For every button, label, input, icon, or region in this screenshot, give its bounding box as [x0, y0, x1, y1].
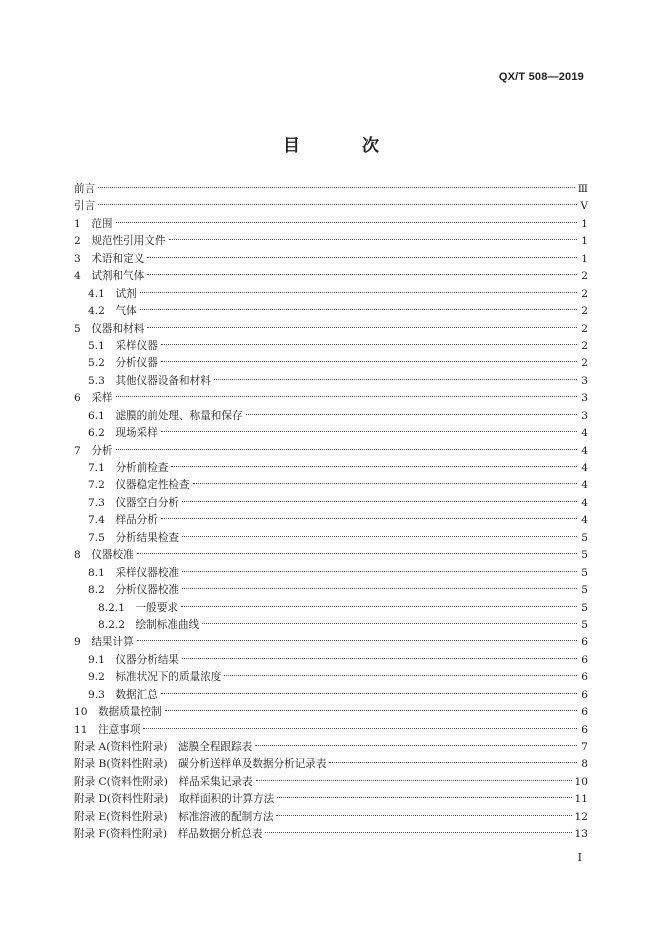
toc-entry-page: 13: [574, 828, 588, 841]
toc-entry-page: 2: [581, 270, 588, 283]
toc-entry-label: 9.1 仪器分析结果: [88, 653, 180, 666]
toc-entry-label: 前言: [74, 183, 96, 195]
standard-code: QX/T 508—2019: [498, 71, 584, 83]
toc-dot-leader: [137, 640, 577, 641]
toc-entry-page: 12: [574, 810, 588, 823]
toc-entry-label: 附录 D(资料性附录) 取样面积的计算方法: [74, 793, 275, 806]
toc-entry[interactable]: [74, 198, 588, 215]
toc-dot-leader: [182, 588, 577, 589]
toc-entry-page: 4: [581, 496, 588, 509]
toc-entry-label: 6 采样: [74, 392, 113, 405]
toc-entry-label: 9.2 标准状况下的质量浓度: [88, 671, 222, 684]
toc-entry-label: 7.1 分析前检查: [88, 462, 169, 474]
toc-entry[interactable]: [74, 756, 588, 773]
page-title: 目 次: [283, 136, 407, 156]
toc-dot-leader: [265, 832, 571, 833]
toc-entry-page: 6: [581, 653, 588, 666]
toc-entry[interactable]: [74, 582, 588, 599]
toc-entry-page: 10: [574, 775, 588, 788]
toc-entry-label: 8.2.1 一般要求: [98, 601, 178, 614]
toc-entry-page: 6: [581, 636, 588, 649]
toc-entry[interactable]: [74, 739, 588, 756]
toc-entry[interactable]: [74, 425, 588, 442]
toc-entry[interactable]: [74, 547, 588, 564]
toc-dot-leader: [161, 693, 577, 694]
toc-dot-leader: [147, 327, 577, 328]
toc-dot-leader: [165, 710, 577, 711]
toc-dot-leader: [143, 728, 577, 729]
toc-entry-label: 3 术语和定义: [74, 252, 145, 265]
toc-dot-leader: [182, 658, 577, 659]
toc-entry-page: Ⅴ: [580, 200, 588, 213]
toc-entry-page: 4: [581, 462, 588, 474]
toc-entry-label: 8 仪器校准: [74, 549, 134, 562]
toc-entry-label: 6.1 滤膜的前处理、称量和保存: [88, 409, 243, 422]
toc-entry[interactable]: [74, 268, 588, 285]
toc-dot-leader: [137, 553, 577, 554]
toc-entry-label: 附录 B(资料性附录) 碳分析送样单及数据分析记录表: [74, 758, 327, 771]
toc-entry-label: 9.3 数据汇总: [88, 688, 158, 701]
toc-dot-leader: [255, 745, 577, 746]
toc-entry-page: 6: [581, 671, 588, 684]
toc-dot-leader: [98, 204, 577, 205]
toc-entry-label: 引言: [74, 200, 96, 213]
toc-entry-page: 1: [581, 235, 588, 248]
toc-entry[interactable]: [74, 687, 588, 704]
toc-entry-label: 4 试剂和气体: [74, 270, 145, 283]
toc-dot-leader: [214, 379, 577, 380]
toc-dot-leader: [329, 762, 577, 763]
toc-entry-page: 2: [581, 357, 588, 370]
toc-dot-leader: [181, 606, 577, 607]
toc-entry-label: 7.5 分析结果检查: [88, 531, 180, 544]
toc-entry[interactable]: [74, 373, 588, 390]
toc-entry-page: 8: [581, 758, 588, 771]
table-of-contents: [74, 181, 588, 844]
toc-entry[interactable]: [74, 216, 588, 233]
toc-entry[interactable]: [74, 774, 588, 791]
toc-entry-page: 5: [581, 566, 588, 579]
toc-entry-page: 3: [581, 409, 588, 422]
toc-dot-leader: [140, 309, 577, 310]
toc-entry-page: 6: [581, 723, 588, 736]
toc-entry-label: 5.1 采样仪器: [88, 339, 158, 352]
toc-entry-page: 6: [581, 706, 588, 719]
toc-entry-label: 9 结果计算: [74, 636, 134, 649]
toc-entry-label: 10 数据质量控制: [74, 706, 162, 719]
toc-entry-label: 4.1 试剂: [88, 287, 137, 300]
toc-entry[interactable]: [74, 408, 588, 425]
toc-dot-leader: [161, 344, 577, 345]
toc-entry-page: 11: [574, 793, 588, 806]
toc-dot-leader: [116, 449, 577, 450]
toc-dot-leader: [161, 361, 577, 362]
toc-entry-page: 4: [581, 427, 588, 440]
toc-entry-page: 2: [581, 287, 588, 300]
toc-entry[interactable]: [74, 826, 588, 843]
toc-entry[interactable]: [74, 477, 588, 494]
toc-dot-leader: [256, 780, 572, 781]
toc-dot-leader: [116, 396, 577, 397]
toc-entry[interactable]: [74, 460, 588, 477]
toc-dot-leader: [193, 483, 577, 484]
toc-entry[interactable]: [74, 303, 588, 320]
toc-entry[interactable]: [74, 355, 588, 372]
toc-entry-label: 11 注意事项: [74, 723, 141, 736]
toc-entry-label: 7.2 仪器稳定性检查: [88, 479, 190, 492]
toc-entry-page: 3: [581, 374, 588, 387]
toc-entry-page: 1: [581, 217, 588, 230]
toc-entry-page: 2: [581, 339, 588, 352]
toc-entry-page: 2: [581, 322, 588, 335]
toc-entry[interactable]: [74, 512, 588, 529]
toc-entry[interactable]: [74, 634, 588, 651]
toc-dot-leader: [171, 466, 577, 467]
toc-entry-page: 4: [581, 479, 588, 492]
toc-entry-page: 5: [581, 618, 588, 631]
toc-entry-label: 5 仪器和材料: [74, 322, 145, 335]
toc-entry[interactable]: [74, 495, 588, 512]
toc-dot-leader: [202, 623, 577, 624]
toc-entry-page: 1: [581, 252, 588, 265]
toc-dot-leader: [224, 675, 577, 676]
toc-entry-page: 5: [581, 549, 588, 562]
toc-entry-label: 附录 C(资料性附录) 样品采集记录表: [74, 775, 253, 788]
toc-dot-leader: [182, 536, 577, 537]
toc-dot-leader: [182, 571, 577, 572]
toc-entry-page: 7: [581, 741, 588, 753]
toc-entry[interactable]: [74, 669, 588, 686]
toc-entry[interactable]: [74, 321, 588, 338]
toc-entry-label: 6.2 现场采样: [88, 427, 158, 440]
toc-entry[interactable]: [74, 390, 588, 407]
toc-entry-label: 8.1 采样仪器校准: [88, 566, 180, 579]
toc-dot-leader: [182, 501, 577, 502]
toc-entry-label: 8.2.2 绘制标准曲线: [98, 618, 200, 631]
toc-entry-label: 7 分析: [74, 444, 113, 457]
toc-entry[interactable]: [74, 617, 588, 634]
toc-entry[interactable]: [74, 286, 588, 303]
toc-entry-page: 5: [581, 584, 588, 597]
toc-entry-page: 4: [581, 514, 588, 527]
toc-entry[interactable]: [74, 443, 588, 460]
toc-entry[interactable]: [74, 704, 588, 721]
toc-entry-label: 附录 F(资料性附录) 样品数据分析总表: [74, 828, 263, 841]
toc-dot-leader: [276, 815, 571, 816]
toc-entry[interactable]: [74, 722, 588, 739]
toc-entry-page: 2: [581, 305, 588, 318]
toc-dot-leader: [147, 257, 577, 258]
toc-entry-label: 附录 A(资料性附录) 滤膜全程跟踪表: [74, 741, 253, 753]
toc-entry-page: Ⅲ: [577, 183, 588, 195]
toc-entry-label: 8.2 分析仪器校准: [88, 584, 180, 597]
toc-dot-leader: [161, 518, 577, 519]
toc-entry[interactable]: [74, 530, 588, 547]
toc-dot-leader: [169, 239, 578, 240]
toc-dot-leader: [246, 414, 577, 415]
toc-dot-leader: [161, 431, 577, 432]
toc-entry[interactable]: [74, 652, 588, 669]
toc-dot-leader: [277, 797, 571, 798]
toc-entry[interactable]: [74, 791, 588, 808]
toc-entry[interactable]: [74, 233, 588, 250]
toc-entry-label: 7.4 样品分析: [88, 514, 158, 527]
toc-entry[interactable]: [74, 565, 588, 582]
toc-entry[interactable]: [74, 181, 588, 198]
toc-entry-label: 5.3 其他仪器设备和材料: [88, 374, 211, 387]
toc-entry-label: 7.3 仪器空白分析: [88, 496, 180, 509]
toc-entry-label: 附录 E(资料性附录) 标准溶液的配制方法: [74, 810, 274, 823]
toc-entry[interactable]: [74, 251, 588, 268]
page-number: Ⅰ: [577, 851, 582, 864]
toc-entry-page: 5: [581, 601, 588, 614]
toc-entry-page: 4: [581, 444, 588, 457]
toc-entry-page: 6: [581, 688, 588, 701]
toc-entry-label: 2 规范性引用文件: [74, 235, 166, 248]
toc-entry-page: 3: [581, 392, 588, 405]
toc-entry[interactable]: [74, 338, 588, 355]
toc-entry-label: 4.2 气体: [88, 305, 137, 318]
toc-dot-leader: [147, 274, 577, 275]
toc-entry-label: 1 范围: [74, 217, 113, 230]
toc-dot-leader: [140, 292, 577, 293]
toc-entry-label: 5.2 分析仪器: [88, 357, 158, 370]
toc-entry-page: 5: [581, 531, 588, 544]
toc-entry[interactable]: [74, 600, 588, 617]
toc-dot-leader: [98, 187, 575, 188]
toc-entry[interactable]: [74, 809, 588, 826]
toc-dot-leader: [116, 222, 577, 223]
